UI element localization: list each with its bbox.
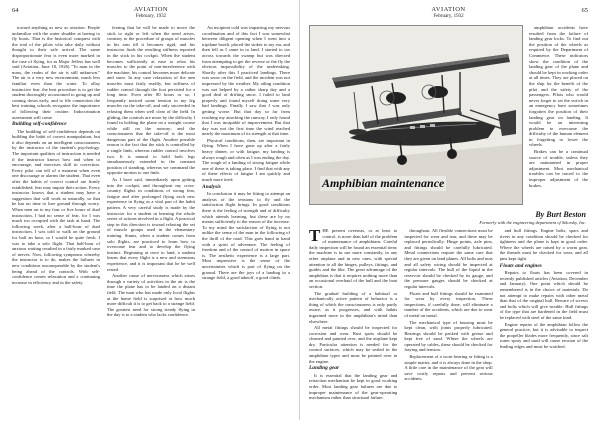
body-paragraph [107,177,195,272]
body-paragraph [309,228,397,290]
right-journal-date: February, 1932 [433,13,464,19]
side-paragraph: Brakes can be a continual source of trouble, unless they are maintained in proper adjustment. Most mechanical troubles can be traced to the improper adjustment of the brakes. [529,149,588,188]
paragraph-text: toward anything as new as aviation. People unfamiliar with the water shudder at having to fly boats. That is the historical conquest with the trial of the pilots who take daily without thought to their safe arrival. The same disproportionate fear is even more marked in the case of flying, for as Major Jeffers has well said (Aviation, June 18, 1926) "To man in the mass, the realm of the air is still unknown." The air is a very new environment, much less familiar even than the water. To allay instinctive fear, the best procedure is to get the student thoroughly accustomed to going up and coming down early, and to file connection the best training schools recognize the importance of following their routine. Indoctrination assessment will come. [12,25,100,120]
left-page-header [12,7,290,23]
article-title: Amphibian maintenance [322,176,445,190]
paragraph-text: Another cause of nervousness which arises through a variety of activities in the air is the time the plane has to be landed on a distant field. The man who has made only local flights at the home field is surprised at how much more difficult it is to get back to a strange field. The greatest need for strong steady flying in the day is to a student who lacks confidence. [107,273,195,318]
paragraph-text: All metal fittings should be inspected for corrosion and wear. Rust spots should be cleaned and painted over, and the airplane kept dry. Particular attention is needed for the control surfaces, which may be sealed in the amphibian types and must be painted over in the engine. [309,325,398,364]
right-journal-name: AVIATION [431,6,466,13]
paragraph-text: The mechanical type of housing must be kept clean, with joints properly lubricated. Bearings should be packed with grease and kept free of sand. Where the wheels are operated by cables, these should be checked for fraying and tension. [404,319,493,353]
body-paragraph [404,320,492,354]
paragraph-text: HE present overseas, or at least to control, is more than half of the problem of maintenance of amphibians. Careful daily inspection will be found an essential item; the machine is in use more constantly, in any other airplane and in new ones, with special attention to all the hinges, pulleys, fittings, and guides and the like. The great advantage of the amphibian is that it requires nothing more than an occasional overhaul of the hull and the boat section. [309,228,398,289]
right-page-number: 65 [581,7,588,14]
body-paragraph [404,228,492,290]
right-side-column [529,25,588,210]
left-column-2 [107,25,195,418]
right-page [300,0,600,420]
right-top-section [309,25,588,210]
right-column-3 [500,228,588,428]
section-heading: Building self-confidence [12,121,67,128]
paragraph-text: An incipient cold was impairing my nervous coordination and of this fact I was somewhat between diligent opening when I went into a tripilane booth, placed the stoker to my ear, and then fell as I came in to land. I started to tax across towards the swamp but was directed from attempting to get the reverse or the fly the obvious impossibility of the undertaking. Shortly after this I practiced landings. There was snow on the field, and the incident was not impressed by the weather. My ailing condition was not helped by a rather sharp day and a good deal of drifting snow. I failed to land properly and found myself doing some very bad landings. Finally I saw that I was only getting worse. But that day so far from reaching my attacking the runway, I only found that I was incapable of improvement. But that day was not the first time the wind reached nearly the maximum of its strength at that time. [202,25,290,137]
left-columns [12,25,290,418]
paragraph-text: fearing that he will be made to move the stick to right or left when the need arises, contrary to the procedure of groups of muscles in his arm till it becomes rigid, and his instructor finds the resulting stiffness reported in the stick in his cockpit. When the student becomes sufficiently at ease to relax his muscles to the point of non-interference with the machine, his control becomes more delicate and surer. In any case relaxation of the arm muscles must fairly readily, but stiffness of rudder control through the foot persisted for a long time. Even after 80 hours or so, I frequently noticed some tension in my leg muscles on the take-off, and only succeeded in relaxing them when well clear of the field. In gliding, the controls are more by the difficulty I found in holding the plane on a straight course while still on the runway; and the consciousness that the take-off is the most dangerous part of the flight. Another possible reason is the fact that the stick is controlled by a single limb, whereas rudder control involves two. It is natural to hold both legs simultaneously extended in the constant position of standing, whereas we command the opposite motion to one limb. [107,25,195,176]
body-paragraph [309,291,397,325]
article-byline: By Burt Beston [535,210,586,219]
paragraph-text: and hull fittings. Engine bolts, spars and rivets in any condition should be checked for tightness and the plane is kept in good order. Where the wheels are raised by a worm gear, the threads must be checked for wear, and all pins kept tight. [499,228,588,261]
body-paragraph [202,138,290,183]
body-paragraph [309,325,397,364]
left-column-1 [12,25,100,418]
author-affiliation: Formerly with the engineering department of Sikorsky, Inc. [479,220,586,225]
paragraph-text: Physical conditions, then, are important in flying. When I have gone up after a fairly heavy dinner, or with fatigue, my landing is always rough and often as I was ending the day. The rough of a landing of strong fatigue while one of these is taking place. I find that with any of these effects of fatigue I am quickly and much more tired. [202,137,290,183]
left-column-3 [202,25,290,418]
paragraph-text: The gradual building of a habitual or mechanically active pattern of behavior is a thing of which the consciousness is only partly aware, as it progresses, and with habits ingrained more in the amphibian's mind than elsewhere. [309,290,398,324]
side-paragraph: amphibian accidents have resulted from the failure of landing gear locks. To find out the position of the wheels as required by the Department of Commerce. These indicators show the condition of the landing gear of the plane and should be kept in working order at all times. They are placed on the ship for the benefit of the pilot and the safety of the passengers. Pilots who would never forget to set the switch in an emergency have sometimes forgotten the position of their landing gear on landing. It would be an interesting problem to overcome the difficulty of the human element in forgetting to lower the wheels. [529,25,588,148]
body-paragraph [309,373,397,401]
body-paragraph [12,25,100,120]
left-journal-date: February, 1932 [135,13,167,19]
body-paragraph [202,25,290,137]
left-journal-name: AVIATION [133,6,169,13]
paragraph-text: Repairs to floats has been covered in recently published articles (Aviation, December and January). One point which should be remembered is in the choice of materials. Do not attempt to make repairs with other metal than that of the original hull. Beware of screws and bolts which will give trouble. Hull fittings of the type that are hardened in the field must be replaced with steel of the same kind. [499,270,588,320]
body-paragraph [202,191,290,281]
right-column-1 [309,228,397,428]
body-paragraph [404,291,492,319]
left-journal-title [12,7,290,19]
right-column-2 [404,228,492,428]
left-page-number: 64 [12,7,19,14]
section-heading: Analysis [202,183,221,190]
paragraph-text: Engine repairs of the amphibian follow the general practice, but it is advisable to inspect the propeller blades more frequently, since salt water spray and sand will cause erosion of the leading edges and must be watched. [499,321,588,349]
body-paragraph [404,354,492,382]
paragraph-text: The building of self-confidence depends on building the habit of correct manipulation, but it also depends on an intelligent consciousness by the instructor of the student's psychology. The important qualities of instruction is needed if the instructor knows how and when to encourage, and exercises skill in correction. Every pilot can tell of a moment when even one discourage or alarms the student. That even after the habits of correct control are firmly established, fear may impair their action. Every instructor knows that a student may have a suggestion that will work as naturally, so that he has no time to lose ground through worry. When men on to my four or five hours of dual instruction, I had no sense of fear, for I was much too occupied with the task at hand. The following week, after a half-hour of dual instruction, I was told to walk on the ground for half an hour, so I would be quite fresh. I was to take a solo flight. That half-hour of anxious waiting resulted in a fairly marked case of nerves. Now, following symptoms whereby the instructor is to do, makes the failures in new conditions unconquerable by the student's being ahead of the controls. With self-confidence comes relaxation and a continuing increase in efficiency and in the safety. [12,128,100,285]
section-heading: Floats and engines [499,262,542,269]
right-columns [309,228,588,428]
paragraph-text: It is essential that the landing gear and retraction mechanism be kept in good working order. Most landing gear failures are due to improper maintenance of the gear-operating mechanism rather than structural failure. [309,372,398,401]
body-paragraph [12,129,100,286]
paragraph-text: throughout. All flexible connections must be inspected for wear and tear, and these may be replaced periodically. Hinge points, axle pins, and fittings should be carefully lubricated. Metal connections require the same care that they are given on land planes. All bolts and nuts and all safety wiring should be inspected at regular intervals. The hull of the liquid in the reservoir should be checked by its gauge, and the pressure gauges should be checked at regular intervals. [404,228,493,289]
body-paragraph [107,25,195,176]
body-paragraph [107,273,195,318]
paragraph-text: Floats and hull fittings should be examined for wear by every inspection. These inspections, if carefully done, will eliminate a number of the accidents, which are due to wear of metal on metal. [404,290,493,318]
drop-cap: T [309,228,321,245]
amphibian-photo [309,25,523,205]
body-paragraph [500,228,588,262]
body-paragraph [500,270,588,320]
paragraph-text: Replacement of a worn bearing or fitting is a simple matter, and it is always done in the shop. A little care in the maintenance of the gear will save costly repairs and prevent serious accidents. [404,354,493,382]
right-page-header [309,7,588,23]
left-page [0,0,300,420]
paragraph-text: In conclusion it may be fitting to attempt an analysis of the tensions to fly and the satisfaction flight brings. In good conditions there is the feeling of strength and of difficulty which attends learning, but these are by no means sufficiently to the reason of the increase. To my mind the satisfaction of flying is not unlike the sense of the man in the following of the thrill of the road. This goes hand in hand with a spirit of adventure. The feeling of freedom and of the control of motion in space is. The aesthetic experience is a large part. Most impressive is the sense of the uncertainties which is part of flying on the ground. There are the joys of a landing in a strange field, a good takeoff, a good climb. [202,191,290,281]
section-heading: Landing gear [309,365,340,372]
right-journal-title [309,7,588,19]
body-paragraph [500,322,588,350]
paragraph-text: As I have said, immediately upon getting into the cockpit, and throughout my cross-country flights in conditions of strong fear, fatigue and after prolonged flying each new experience in flying as a vital part of the habit pattern. A very careful study is made by the instructor for a student in learning the whole series of actions involved in a flight. A practical step in this direction is toward relaxing the set of muscle groups used in the elementary training. Stunts, when a student comes from solo flights, are practiced to learn how to overcome fear and to develop the flying instinct. Beginning at once to land, a student learns that every flight is a new and strenuous experience, and it is important that he be well rested. [107,177,195,272]
